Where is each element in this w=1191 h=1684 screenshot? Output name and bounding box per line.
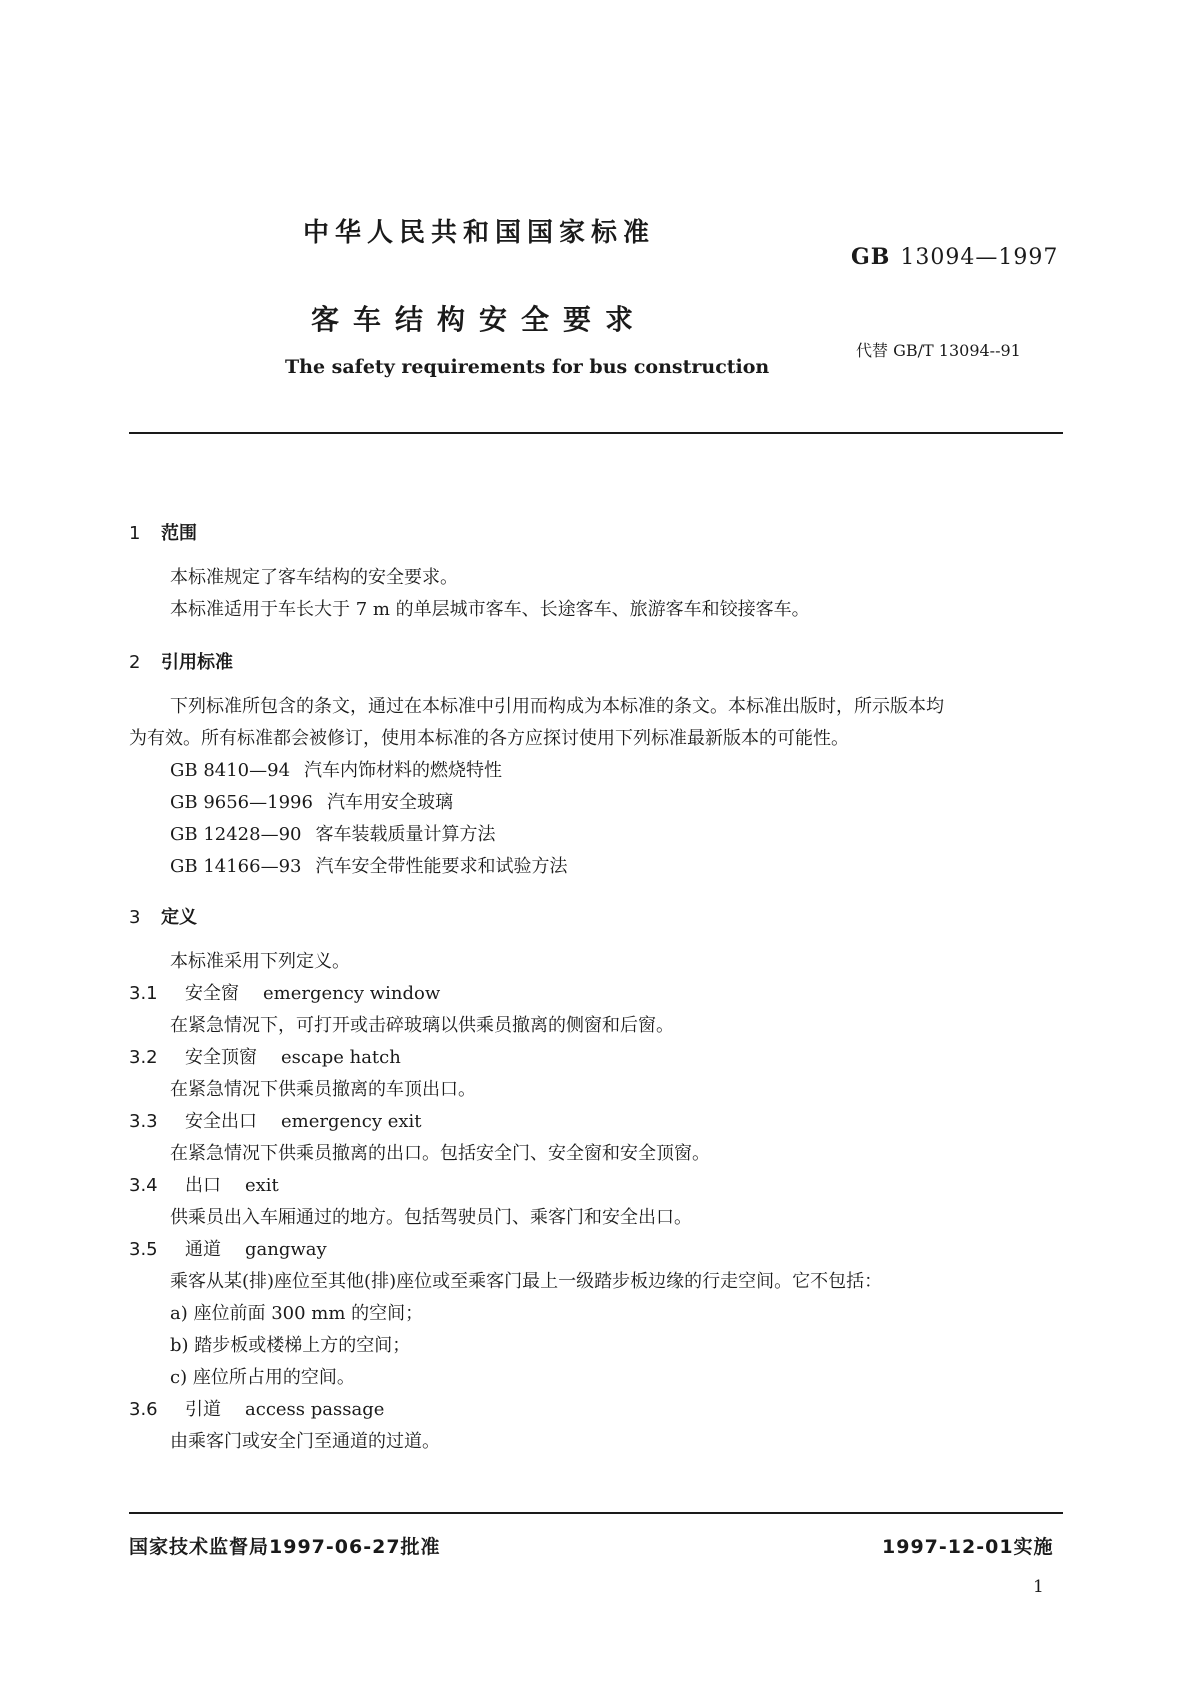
national-standard-heading: 中华人民共和国国家标准 — [303, 218, 656, 248]
definition-text: 在紧急情况下供乘员撤离的出口。包括安全门、安全窗和安全顶窗。 — [170, 1143, 710, 1164]
definition-text: 在紧急情况下供乘员撤离的车顶出口。 — [170, 1079, 476, 1100]
header-divider — [129, 432, 1063, 434]
definition-heading: 3.3 安全出口 emergency exit — [129, 1111, 422, 1132]
reference-item: GB 9656—1996 汽车用安全玻璃 — [170, 792, 453, 813]
approval-date: 国家技术监督局1997-06-27批准 — [129, 1536, 441, 1558]
gangway-exclusion-item: c) 座位所占用的空间。 — [170, 1367, 355, 1388]
standard-prefix: GB — [851, 244, 891, 270]
section-2-intro: 下列标准所包含的条文，通过在本标准中引用而构成为本标准的条文。本标准出版时，所示版本均 — [170, 696, 944, 717]
definition-heading: 3.2 安全顶窗 escape hatch — [129, 1047, 401, 1068]
footer-divider — [129, 1512, 1063, 1514]
standard-number-value: 13094—1997 — [900, 245, 1059, 270]
document-title: 客车结构安全要求 — [311, 303, 648, 336]
definition-heading: 3.5 通道 gangway — [129, 1239, 327, 1260]
definition-text: 由乘客门或安全门至通道的过道。 — [170, 1431, 440, 1452]
definition-heading: 3.4 出口 exit — [129, 1175, 279, 1196]
section-2-heading: 2 引用标准 — [129, 652, 233, 673]
english-title: The safety requirements for bus construction — [285, 356, 770, 378]
gangway-exclusion-item: a) 座位前面 300 mm 的空间； — [170, 1303, 424, 1324]
standard-number — [851, 244, 1058, 270]
reference-item: GB 8410—94 汽车内饰材料的燃烧特性 — [170, 760, 503, 781]
replaces-note: 代替 GB/T 13094--91 — [856, 341, 1021, 360]
definition-text: 供乘员出入车厢通过的地方。包括驾驶员门、乘客门和安全出口。 — [170, 1207, 692, 1228]
definition-heading: 3.1 安全窗 emergency window — [129, 983, 441, 1004]
gangway-exclusion-item: b) 踏步板或楼梯上方的空间； — [170, 1335, 411, 1356]
reference-item: GB 14166—93 汽车安全带性能要求和试验方法 — [170, 856, 568, 877]
reference-item: GB 12428—90 客车装载质量计算方法 — [170, 824, 496, 845]
section-1-heading: 1 范围 — [129, 523, 197, 544]
implementation-date: 1997-12-01实施 — [882, 1536, 1054, 1558]
definition-text: 乘客从某(排)座位至其他(排)座位或至乘客门最上一级踏步板边缘的行走空间。它不包括： — [170, 1271, 883, 1292]
definition-text: 在紧急情况下，可打开或击碎玻璃以供乘员撤离的侧窗和后窗。 — [170, 1015, 674, 1036]
section-2-intro: 为有效。所有标准都会被修订，使用本标准的各方应探讨使用下列标准最新版本的可能性。 — [129, 728, 849, 749]
section-1-paragraph: 本标准适用于车长大于 7 m 的单层城市客车、长途客车、旅游客车和铰接客车。 — [170, 599, 810, 620]
section-3-heading: 3 定义 — [129, 907, 197, 928]
page-number: 1 — [1033, 1577, 1044, 1597]
definition-heading: 3.6 引道 access passage — [129, 1399, 385, 1420]
section-1-paragraph: 本标准规定了客车结构的安全要求。 — [170, 567, 458, 588]
section-3-intro: 本标准采用下列定义。 — [170, 951, 350, 972]
